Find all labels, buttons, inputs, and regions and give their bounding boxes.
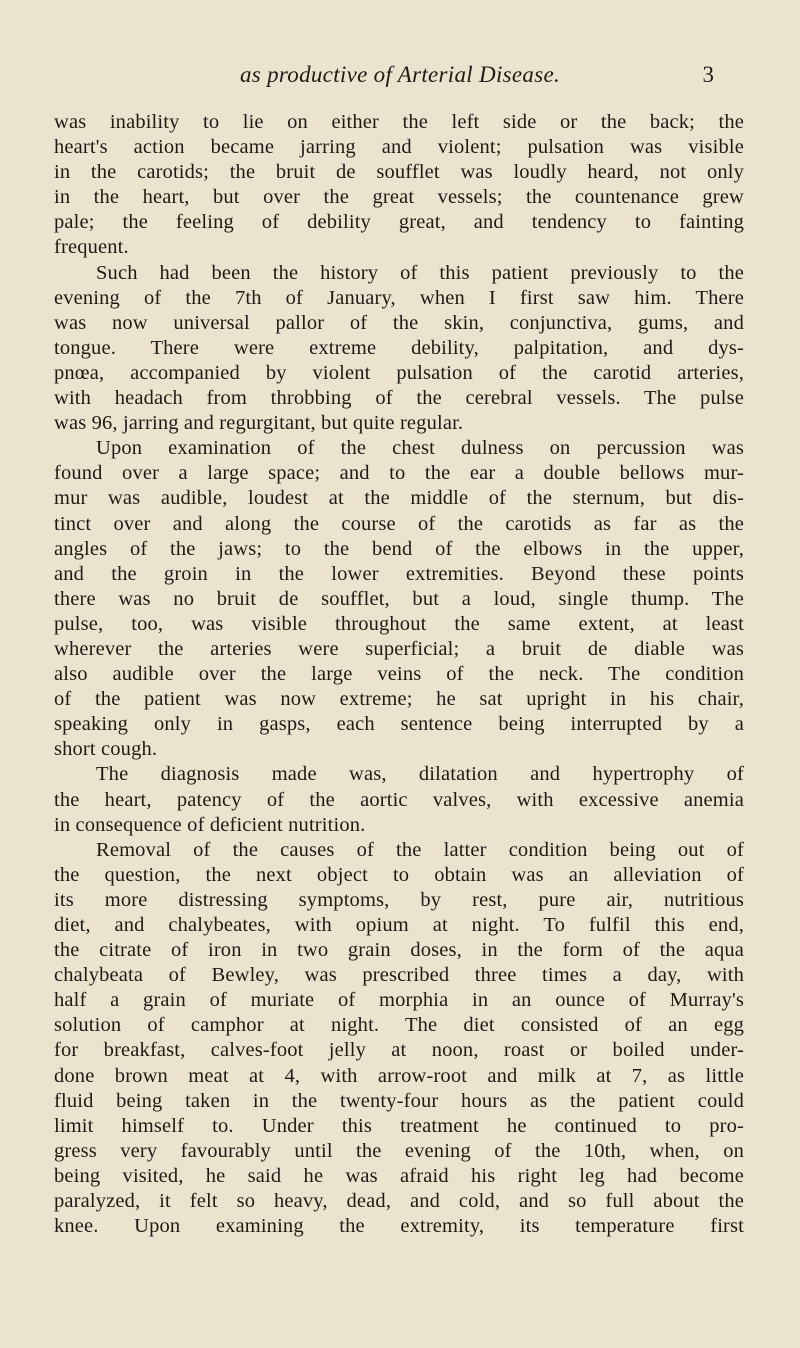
text-line: done brown meat at 4, with arrow-root and milk at 7, as little: [54, 1064, 744, 1087]
text-line: gress very favourably until the evening of the 10th, when, on: [54, 1139, 744, 1162]
text-line: also audible over the large veins of the neck. The condition: [54, 663, 744, 686]
text-line: solution of camphor at night. The diet consisted of an egg: [54, 1014, 744, 1037]
body-text: [54, 110, 744, 1239]
text-line: the question, the next object to obtain was an alleviation of: [54, 863, 744, 886]
text-line: of the patient was now extreme; he sat upright in his chair,: [54, 688, 744, 711]
text-line: pale; the feeling of debility great, and tendency to fainting: [54, 211, 744, 234]
text-line: frequent.: [54, 236, 129, 259]
text-line: the citrate of iron in two grain doses, in the form of the aqua: [54, 939, 744, 962]
text-line: chalybeata of Bewley, was prescribed three times a day, with: [54, 964, 744, 987]
text-line: was now universal pallor of the skin, conjunctiva, gums, and: [54, 311, 744, 334]
text-line: pnœa, accompanied by violent pulsation of the carotid arteries,: [54, 361, 744, 384]
text-line: limit himself to. Under this treatment he continued to pro-: [54, 1114, 744, 1137]
page-number: 3: [702, 62, 714, 87]
text-line: Such had been the history of this patient previously to the: [96, 261, 744, 284]
text-line: with headach from throbbing of the cerebral vessels. The pulse: [54, 387, 744, 410]
text-line: evening of the 7th of January, when I first saw him. There: [54, 286, 744, 309]
text-line: half a grain of muriate of morphia in an ounce of Murray's: [54, 989, 744, 1012]
text-line: mur was audible, loudest at the middle of the sternum, but dis-: [54, 487, 744, 510]
text-line: wherever the arteries were superficial; a bruit de diable was: [54, 637, 744, 660]
text-line: and the groin in the lower extremities. Beyond these points: [54, 562, 744, 585]
text-line: short cough.: [54, 738, 158, 761]
text-line: knee. Upon examining the extremity, its temperature first: [54, 1215, 744, 1238]
running-head: [0, 62, 800, 92]
text-line: heart's action became jarring and violent; pulsation was visible: [54, 136, 744, 159]
running-title: as productive of Arterial Disease.: [239, 62, 561, 87]
text-line: tongue. There were extreme debility, palpitation, and dys-: [54, 336, 744, 359]
text-line: the heart, patency of the aortic valves, with excessive anemia: [54, 788, 744, 811]
text-line: Upon examination of the chest dulness on percussion was: [96, 437, 744, 460]
text-line: angles of the jaws; to the bend of the elbows in the upper,: [54, 537, 744, 560]
text-line: was 96, jarring and regurgitant, but quite regular.: [54, 412, 464, 435]
text-line: in the carotids; the bruit de soufflet was loudly heard, not only: [54, 161, 744, 184]
text-line: for breakfast, calves-foot jelly at noon, roast or boiled under-: [54, 1039, 744, 1062]
text-line: speaking only in gasps, each sentence being interrupted by a: [54, 713, 744, 736]
text-line: diet, and chalybeates, with opium at night. To fulfil this end,: [54, 914, 744, 936]
text-line: fluid being taken in the twenty-four hours as the patient could: [54, 1089, 744, 1112]
text-line: pulse, too, was visible throughout the same extent, at least: [54, 612, 744, 635]
text-line: its more distressing symptoms, by rest, pure air, nutritious: [54, 888, 744, 911]
text-line: The diagnosis made was, dilatation and hypertrophy of: [96, 763, 744, 786]
text-line: in consequence of deficient nutrition.: [54, 813, 366, 836]
text-line: there was no bruit de soufflet, but a loud, single thump. The: [54, 587, 744, 610]
text-line: Removal of the causes of the latter condition being out of: [96, 838, 744, 861]
text-line: being visited, he said he was afraid his right leg had become: [54, 1164, 744, 1187]
text-line: was inability to lie on either the left side or the back; the: [54, 111, 744, 133]
text-line: in the heart, but over the great vessels; the countenance grew: [54, 186, 744, 209]
text-line: paralyzed, it felt so heavy, dead, and cold, and so full about the: [54, 1190, 744, 1213]
text-line: tinct over and along the course of the carotids as far as the: [54, 512, 744, 535]
text-line: found over a large space; and to the ear a double bellows mur-: [54, 462, 744, 485]
